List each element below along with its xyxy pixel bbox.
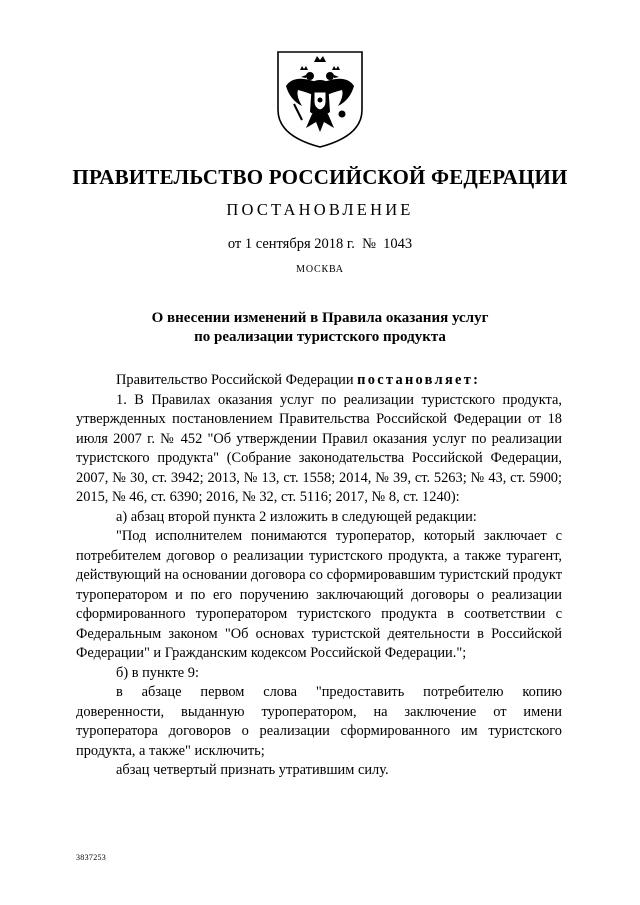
intro-paragraph (76, 371, 562, 391)
coat-of-arms-emblem (272, 48, 368, 150)
intro-text: Правительство Российской Федерации (116, 372, 358, 388)
document-number: 1043 (383, 236, 413, 252)
paragraph-b: б) в пункте 9: (116, 664, 199, 681)
date-prefix: от (227, 236, 242, 252)
document-type: ПОСТАНОВЛЕНИЕ (226, 200, 414, 219)
document-body (76, 371, 562, 781)
decree-word: постановляет: (357, 372, 481, 388)
heading-line-1: О внесении изменений в Правила оказания услуг (151, 310, 489, 326)
document-heading (0, 309, 640, 347)
number-sign: № (362, 236, 376, 252)
paragraph-b-2: абзац четвертый признать утратившим силу. (116, 762, 389, 778)
date-number-line (0, 236, 640, 253)
footer-document-code: 3837253 (76, 853, 107, 862)
document-date: 1 сентября 2018 г. (244, 236, 355, 252)
paragraph-a: а) абзац второй пункта 2 изложить в следующей редакции: (116, 508, 477, 525)
city-name: МОСКВА (296, 264, 344, 275)
paragraph-1: 1. В Правилах оказания услуг по реализации туристского продукта, утвержденных постановлением Правительства Российской Федерации от 18 июля 2007 г. № 452 "Об утверждении Правил оказания услуг по реализации туристского продукта" (Собрание законодательства Российской Федерации, 2007, № 30, ст. 3942; 2013, № 13, ст. 1558; 2014, № 39, ст. 5263; № 43, ст. 5900; 2015, № 46, ст. 6390; 2016, № 32, ст. 5116; 2017, № 8, ст. 1240): (76, 391, 562, 505)
heading-line-2: по реализации туристского продукта (194, 329, 446, 345)
government-title: ПРАВИТЕЛЬСТВО РОССИЙСКОЙ ФЕДЕРАЦИИ (72, 165, 568, 189)
paragraph-b-1: в абзаце первом слова "предоставить потребителю копию доверенности, выданную туроператором, на заключение от имени туроператора договоров о реализации сформированного им туристского продукта, а также" исключить; (76, 684, 562, 759)
paragraph-quote: "Под исполнителем понимаются туроператор, который заключает с потребителем договор о реализации туристского продукта, а также турагент, действующий на основании договора со сформировавшим туристский продукт туроператором и по его поручению заключающий договоры о реализации сформированного туроператором туристского продукта в соответствии с Федеральным законом "Об основах туристской деятельности в Российской Федерации" и Гражданским кодексом Российской Федерации."; (76, 528, 562, 661)
